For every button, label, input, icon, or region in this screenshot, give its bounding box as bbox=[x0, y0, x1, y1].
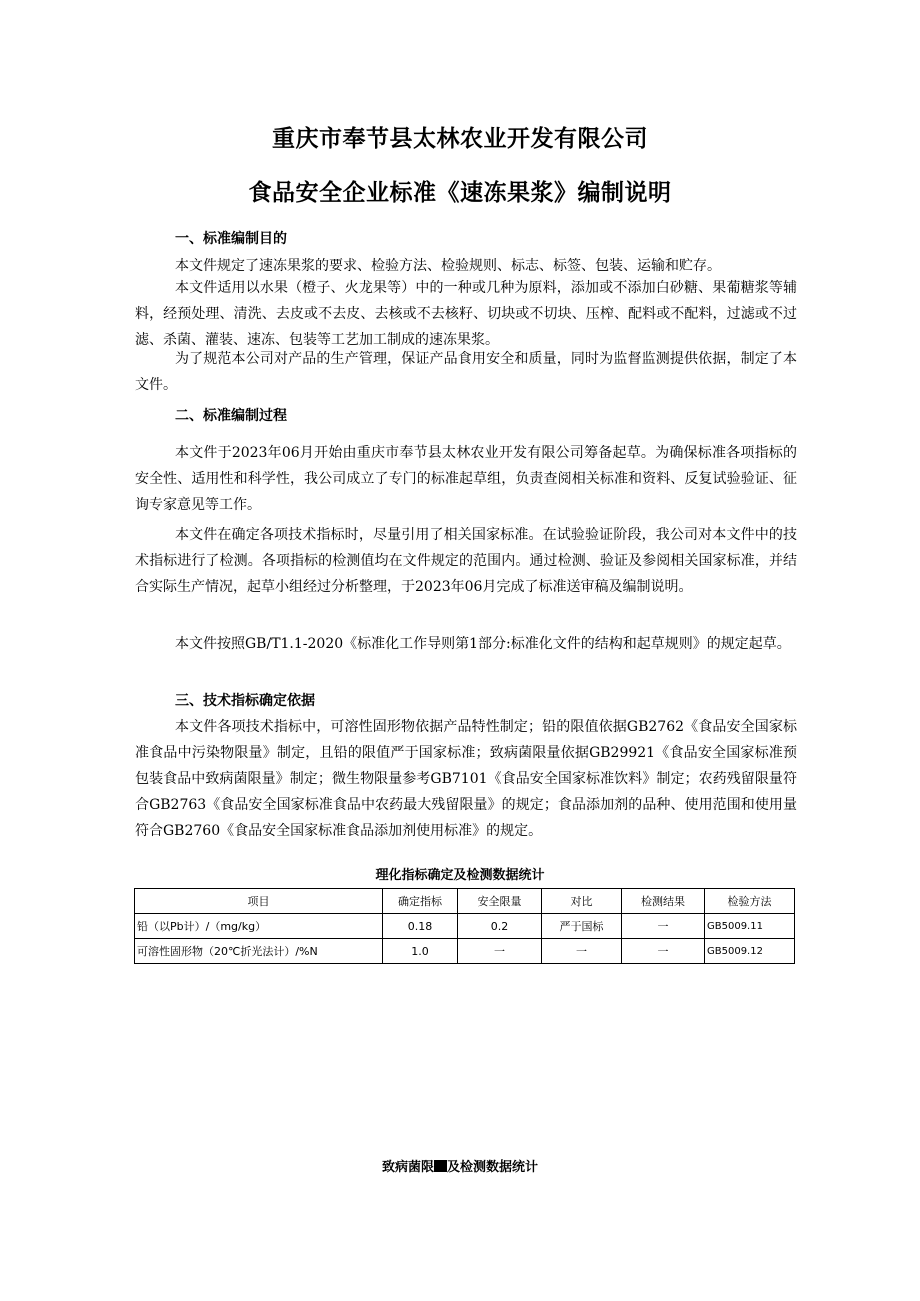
column-header: 项目 bbox=[135, 889, 383, 914]
table-cell: 一 bbox=[622, 914, 705, 939]
column-header: 确定指标 bbox=[383, 889, 458, 914]
column-header: 对比 bbox=[542, 889, 622, 914]
pathogen-table-caption bbox=[0, 1156, 920, 1175]
table-cell: 0.18 bbox=[383, 914, 458, 939]
column-header: 检验方法 bbox=[705, 889, 795, 914]
table-cell: 1.0 bbox=[383, 939, 458, 964]
table-cell: GB5009.11 bbox=[705, 914, 795, 939]
table-cell: 一 bbox=[458, 939, 542, 964]
table-cell: 铅（以Pb计）/（mg/kg） bbox=[135, 914, 383, 939]
caption-text: 致病菌限 bbox=[381, 1160, 434, 1175]
section-heading-basis: 三、技术指标确定依据 bbox=[175, 693, 315, 709]
section-heading-process: 二、标准编制过程 bbox=[175, 408, 287, 424]
table-cell: 可溶性固形物（20℃折光法计）/%N bbox=[135, 939, 383, 964]
table-cell: GB5009.12 bbox=[705, 939, 795, 964]
paragraph: 本文件于2023年06月开始由重庆市奉节县太林农业开发有限公司筹备起草。为确保标准各项指标的安全性、适用性和科学性，我公司成立了专门的标准起草组，负责查阅相关标准和资料、反复试验验证、征询专家意见等工作。 bbox=[135, 445, 797, 513]
table-caption: 理化指标确定及检测数据统计 bbox=[375, 868, 545, 883]
paragraph: 本文件各项技术指标中，可溶性固形物依据产品特性制定；铅的限值依据GB2762《食品安全国家标准食品中污染物限量》制定，且铅的限值严于国家标准；致病菌限量依据GB29921《食品安全国家标准预包装食品中致病菌限量》制定；微生物限量参考GB7101《食品安全国家标准饮料》制定；农药残留限量符合GB2763《食品安全国家标准食品中农药最大残留限量》的规定；食品添加剂的品种、使用范围和使用量符合GB2760《食品安全国家标准食品添加剂使用标准》的规定。 bbox=[135, 719, 797, 839]
table-cell: 0.2 bbox=[458, 914, 542, 939]
paragraph: 本文件按照GB/T1.1-2020《标准化工作导则第1部分:标准化文件的结构和起草规则》的规定起草。 bbox=[175, 636, 791, 652]
column-header: 检测结果 bbox=[622, 889, 705, 914]
company-name: 重庆市奉节县太林农业开发有限公司 bbox=[272, 126, 648, 152]
table-cell: 一 bbox=[542, 939, 622, 964]
table-row bbox=[135, 939, 795, 964]
physicochemical-table bbox=[134, 888, 795, 964]
caption-text: 及检测数据统计 bbox=[447, 1160, 539, 1175]
paragraph: 本文件规定了速冻果浆的要求、检验方法、检验规则、标志、标签、包装、运输和贮存。 bbox=[175, 258, 721, 274]
column-header: 安全限量 bbox=[458, 889, 542, 914]
paragraph: 本文件适用以水果（橙子、火龙果等）中的一种或几种为原料，添加或不添加白砂糖、果葡糖浆等辅料，经预处理、清洗、去皮或不去皮、去核或不去核籽、切块或不切块、压榨、配料或不配料，过滤或不过滤、杀菌、灌装、速冻、包装等工艺加工制成的速冻果浆。 bbox=[135, 280, 797, 348]
table-cell: 一 bbox=[622, 939, 705, 964]
document-title: 食品安全企业标准《速冻果浆》编制说明 bbox=[248, 180, 672, 206]
paragraph: 为了规范本公司对产品的生产管理，保证产品食用安全和质量，同时为监督监测提供依据，制定了本文件。 bbox=[135, 351, 797, 393]
paragraph: 本文件在确定各项技术指标时，尽量引用了相关国家标准。在试验验证阶段，我公司对本文件中的技术指标进行了检测。各项指标的检测值均在文件规定的范围内。通过检测、验证及参阅相关国家标准，并结合实际生产情况，起草小组经过分析整理，于2023年06月完成了标准送审稿及编制说明。 bbox=[135, 527, 797, 595]
redacted-glyph bbox=[434, 1160, 447, 1172]
section-heading-purpose: 一、标准编制目的 bbox=[175, 231, 287, 247]
table-cell: 严于国标 bbox=[542, 914, 622, 939]
table-header-row bbox=[135, 889, 795, 914]
table-row bbox=[135, 914, 795, 939]
